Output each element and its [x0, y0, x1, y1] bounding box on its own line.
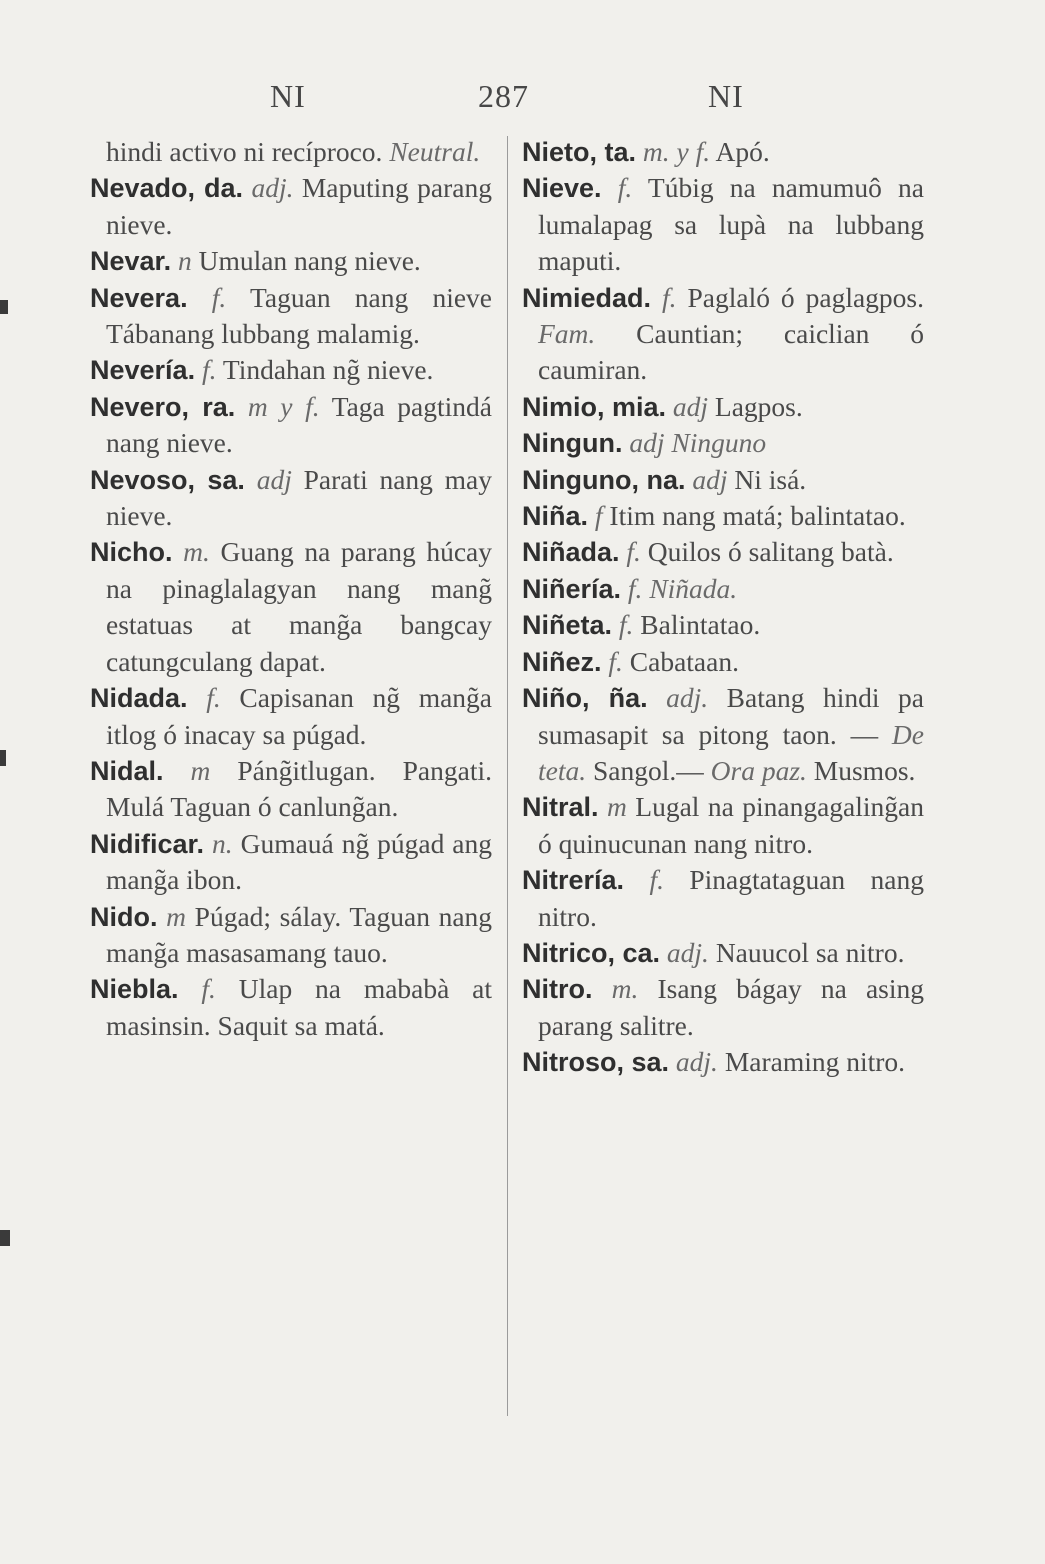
definition: Tindahan ng̃ nieve.: [222, 354, 434, 386]
column-divider: [507, 136, 508, 1416]
grammar-label: n: [177, 245, 192, 277]
dictionary-entry: [90, 899, 492, 972]
definition: Itim nang matá; balintatao.: [609, 500, 906, 532]
headword: Niñería.: [522, 573, 622, 604]
ink-speck: [0, 300, 8, 314]
dictionary-entry: [522, 571, 924, 607]
dictionary-entry: [522, 498, 924, 534]
headword: Nieto, ta.: [522, 137, 637, 167]
definition: Musmos.: [806, 754, 916, 786]
grammar-label: adj.: [675, 1046, 718, 1078]
grammar-label: m: [190, 754, 211, 786]
definition: Lugal na pinangagaling̃an ó quinucunan nang nitro.: [538, 791, 924, 859]
definition: Maraming nitro.: [724, 1046, 906, 1078]
grammar-label: f: [594, 500, 603, 532]
dictionary-entry: [522, 862, 924, 935]
definition: Capisanan ng̃ mang̃a itlog ó inacay sa púgad.: [106, 682, 493, 750]
grammar-label: f.: [206, 682, 221, 714]
dictionary-entry: [522, 971, 924, 1044]
dictionary-entry: [522, 280, 924, 389]
headword: Nimiedad.: [522, 282, 652, 313]
headword: Nidificar.: [90, 828, 205, 859]
grammar-label: adj.: [666, 936, 709, 968]
grammar-label: f.: [662, 281, 677, 313]
dictionary-entry: [90, 971, 492, 1044]
dictionary-entry: [522, 607, 924, 643]
dictionary-entry: [522, 644, 924, 680]
ink-speck: [0, 1230, 10, 1246]
headword: Niebla.: [90, 974, 179, 1005]
italic-reference: Ora paz.: [710, 754, 807, 786]
grammar-label: f.: [201, 973, 216, 1005]
headword: Nimio, mia.: [522, 391, 667, 422]
headword: Niño, ña.: [522, 683, 648, 714]
italic-reference: De teta.: [538, 718, 924, 786]
headword: Nevería.: [90, 355, 196, 386]
grammar-label: m.: [611, 973, 639, 1005]
definition: Maputing parang nieve.: [106, 172, 493, 240]
dictionary-entry: [90, 826, 492, 899]
definition: Taga pagtindá nang nieve.: [106, 390, 492, 459]
definition: Cabataan.: [629, 645, 739, 677]
grammar-label: adj: [672, 390, 709, 422]
left-column: [90, 134, 492, 1044]
headword: Nido.: [90, 901, 158, 932]
grammar-label: adj.: [251, 172, 294, 204]
grammar-label: f.: [626, 536, 641, 568]
grammar-label: m: [606, 791, 627, 823]
headword: Nitrería.: [522, 865, 625, 896]
dictionary-entry: [90, 352, 492, 388]
definition: Quilos ó salitang batà.: [647, 536, 894, 568]
dictionary-entry: [522, 789, 924, 862]
headword: Niñada.: [522, 537, 620, 568]
definition: Lagpos.: [714, 390, 803, 422]
headword: Ninguno, na.: [522, 464, 686, 495]
headword: Nevera.: [90, 282, 188, 313]
italic-reference: Niñada.: [649, 572, 738, 604]
italic-reference: Neutral.: [389, 136, 481, 167]
definition: Gumauá ng̃ púgad ang mang̃a ibon.: [106, 827, 493, 896]
grammar-label: adj: [629, 427, 665, 459]
dictionary-entry: [90, 134, 492, 170]
grammar-label: adj: [692, 463, 728, 495]
headword: Nevoso, sa.: [90, 464, 245, 495]
headword: Nicho.: [90, 537, 173, 568]
definition: Sangol.—: [586, 754, 711, 786]
dictionary-entry: [90, 753, 492, 826]
headword: Niñeta.: [522, 610, 613, 641]
grammar-label: m. y f.: [642, 136, 711, 167]
headword: Nevado, da.: [90, 173, 244, 204]
headword: Ningun.: [522, 428, 623, 459]
definition: Cauntian; caiclian ó caumiran.: [538, 318, 924, 386]
headword: Nitral.: [522, 792, 599, 823]
italic-reference: Fam.: [538, 318, 596, 350]
headword: Nidada.: [90, 683, 188, 714]
dictionary-entry: [522, 1044, 924, 1080]
grammar-label: m.: [183, 536, 210, 568]
headword: Nevero, ra.: [90, 391, 236, 422]
headword: Nidal.: [90, 755, 164, 786]
dictionary-entry: [522, 462, 924, 498]
definition: Paglaló ó paglagpos.: [687, 281, 925, 313]
grammar-label: m: [166, 900, 187, 932]
dictionary-entry: [90, 243, 492, 279]
definition: Nauucol sa nitro.: [715, 936, 905, 968]
definition: Umulan nang nieve.: [198, 245, 421, 277]
dictionary-entry: [90, 389, 492, 462]
headword: Nevar.: [90, 246, 172, 277]
right-column: [522, 134, 924, 1081]
dictionary-entry: [522, 680, 924, 789]
grammar-label: f.: [211, 281, 227, 313]
grammar-label: f.: [608, 645, 623, 677]
dictionary-entry: [522, 389, 924, 425]
grammar-label: adj.: [666, 682, 709, 714]
definition: Ulap na mababà at masinsin. Saquit sa matá.: [106, 973, 493, 1041]
dictionary-entry: [522, 425, 924, 461]
definition: Púgad; sálay. Taguan nang mang̃a masasamang tauo.: [106, 900, 493, 968]
dictionary-entry: [522, 134, 924, 170]
definition: Balintatao.: [640, 609, 761, 641]
page-number: 287: [478, 78, 529, 114]
definition: Isang bágay na asing parang salitre.: [538, 973, 925, 1041]
definition: Páng̃itlugan. Pangati. Mulá Taguan ó canlung̃an.: [106, 754, 492, 823]
definition: Taguan nang nieve Tábanang lubbang malamig.: [106, 281, 492, 350]
definition: hindi activo ni recíproco.: [106, 136, 390, 167]
dictionary-entry: [90, 280, 492, 353]
headword: Niñez.: [522, 646, 602, 677]
grammar-label: f.: [201, 354, 217, 386]
grammar-label: m y f.: [247, 390, 320, 422]
grammar-label: f.: [627, 572, 643, 604]
definition: Guang na parang húcay na pinaglalagyan nang mang̃ estatuas at mang̃a bangcay catungculang dapat.: [106, 536, 492, 677]
dictionary-entry: [522, 534, 924, 570]
headword: Nieve.: [522, 173, 602, 204]
definition: Apó.: [715, 136, 770, 167]
running-head-right: NI: [708, 78, 744, 114]
grammar-label: f.: [649, 864, 664, 896]
definition: Pinagtataguan nang nitro.: [538, 864, 925, 932]
grammar-label: f.: [618, 609, 634, 641]
headword: Niña.: [522, 501, 589, 532]
grammar-label: adj: [256, 463, 292, 495]
running-head-left: NI: [270, 78, 306, 114]
grammar-label: n.: [212, 827, 233, 859]
ink-speck: [0, 750, 6, 766]
dictionary-entry: [522, 170, 924, 279]
definition: Batang hindi pa sumasapit sa pitong taon. —: [538, 682, 925, 750]
definition: Ni isá.: [734, 463, 807, 495]
grammar-label: f.: [617, 172, 633, 204]
dictionary-entry: [90, 462, 492, 535]
italic-reference: Ninguno: [671, 427, 767, 459]
dictionary-entry: [90, 680, 492, 753]
dictionary-entry: [522, 935, 924, 971]
headword: Nitro.: [522, 974, 593, 1005]
definition: Parati nang may nieve.: [106, 463, 493, 532]
dictionary-entry: [90, 170, 492, 243]
headword: Nitroso, sa.: [522, 1047, 670, 1078]
definition: Túbig na namumuô na lumalapag sa lupà na lubbang maputi.: [538, 172, 924, 277]
headword: Nitrico, ca.: [522, 937, 661, 968]
dictionary-entry: [90, 534, 492, 680]
